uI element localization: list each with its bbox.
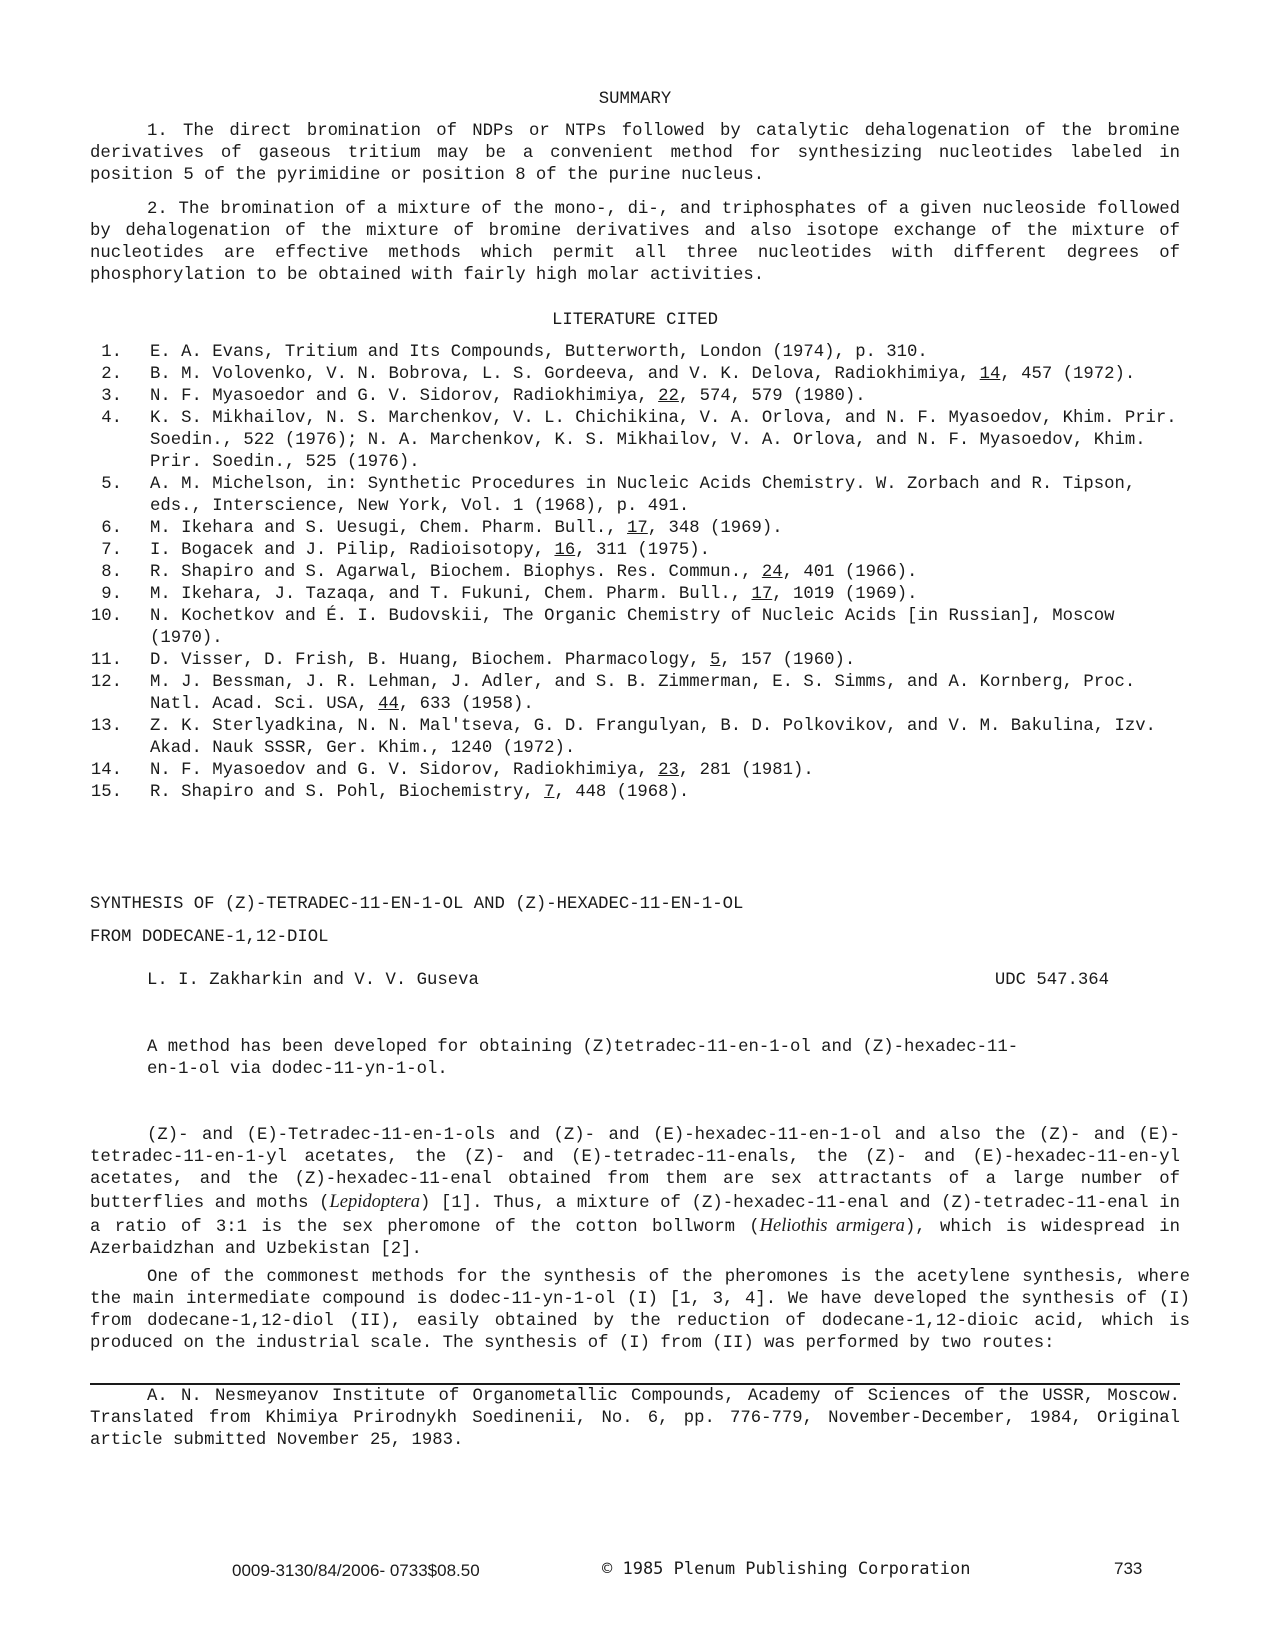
article-authors: L. I. Zakharkin and V. V. Guseva xyxy=(147,971,479,990)
reference-citation: M. Ikehara and S. Uesugi, Chem. Pharm. Bull., xyxy=(150,519,628,538)
copyright: © 1985 Plenum Publishing Corporation xyxy=(602,1559,971,1579)
reference-pages: , 281 (1981). xyxy=(678,761,814,780)
reference-number: 14. xyxy=(90,761,122,780)
reference-number: 2. xyxy=(101,365,122,384)
reference-citation: B. M. Volovenko, V. N. Bobrova, L. S. Gordeeva, and V. K. Delova, Radiokhimiya, xyxy=(150,365,980,384)
reference-list xyxy=(90,342,1180,804)
reference-number: 12. xyxy=(90,673,122,692)
reference-item xyxy=(90,672,1180,716)
reference-item xyxy=(90,606,1180,650)
price-code: 0009-3130/84/2006- 0733$08.50 xyxy=(232,1561,480,1580)
reference-number: 10. xyxy=(90,607,122,626)
reference-volume: 22 xyxy=(658,387,679,406)
reference-item xyxy=(90,760,1180,782)
reference-volume: 14 xyxy=(979,365,1001,384)
article-title-line-2: FROM DODECANE-1,12-DIOL xyxy=(90,928,329,947)
reference-number: 3. xyxy=(101,387,122,406)
reference-citation: E. A. Evans, Tritium and Its Compounds, Butterworth, London (1974), p. 310. xyxy=(150,343,928,362)
body-paragraph-1 xyxy=(90,1125,1180,1261)
reference-text xyxy=(150,518,1180,540)
reference-item xyxy=(90,562,1180,584)
reference-volume: 17 xyxy=(751,585,773,604)
reference-pages: , 1019 (1969). xyxy=(772,585,918,604)
abstract: A method has been developed for obtaining (Z)tetradec-11-en-1-ol and (Z)-hexadec-11-en-1-ol via dodec-11-yn-1-ol. xyxy=(147,1038,1019,1079)
reference-text xyxy=(150,540,1180,562)
reference-text xyxy=(150,474,1180,518)
reference-citation: K. S. Mikhailov, N. S. Marchenkov, V. L. Chichikina, V. A. Orlova, and N. F. Myasoedov, Khim. Prir. Soedin., 522 (1976); N. A. Marchenkov, K. S. Mikhailov, V. A. Orlova, and N. F. Myasoedov, Khim. Prir. Soedin., 525 (1976). xyxy=(150,409,1177,472)
taxon-heliothis: Heliothis armigera xyxy=(759,1216,905,1236)
reference-citation: M. Ikehara, J. Tazaqa, and T. Fukuni, Chem. Pharm. Bull., xyxy=(150,585,752,604)
summary-text-2: 2. The bromination of a mixture of the mono-, di-, and triphosphates of a given nucleoside followed by dehalogenation of the mixture of bromine derivatives and also isotope exchange of the mixture of nucleotides are effective methods which permit all three nucleotides with different degrees of phosphorylation to be obtained with fairly high molar activities. xyxy=(90,200,1180,285)
reference-item xyxy=(90,540,1180,562)
footnote xyxy=(90,1386,1180,1452)
reference-text xyxy=(150,562,1180,584)
reference-number: 4. xyxy=(101,409,122,428)
footnote-rule xyxy=(90,1383,1180,1385)
reference-text xyxy=(150,606,1180,650)
reference-text xyxy=(150,782,1180,804)
reference-pages: , 157 (1960). xyxy=(720,651,856,670)
reference-citation: N. F. Myasoedor and G. V. Sidorov, Radiokhimiya, xyxy=(150,387,659,406)
reference-volume: 17 xyxy=(627,519,648,538)
reference-number: 9. xyxy=(101,585,122,604)
body-p1-text-c: ), which is widespread in Azerbaidzhan and Uzbekistan [2]. xyxy=(90,1218,1181,1259)
udc-code: UDC 547.364 xyxy=(994,971,1109,990)
reference-text xyxy=(150,364,1180,386)
reference-item xyxy=(90,518,1180,540)
reference-citation: A. M. Michelson, in: Synthetic Procedures in Nucleic Acids Chemistry. W. Zorbach and R. Tipson, eds., Interscience, New York, Vol. 1 (1968), p. 491. xyxy=(150,475,1136,516)
reference-number: 7. xyxy=(101,541,122,560)
summary-text-1: 1. The direct bromination of NDPs or NTPs followed by catalytic dehalogenation of the bromine derivatives of gaseous tritium may be a convenient method for synthesizing nucleotides labeled in position 5 of the pyrimidine or position 8 of the purine nucleus. xyxy=(90,122,1180,185)
reference-citation: Z. K. Sterlyadkina, N. N. Mal'tseva, G. D. Frangulyan, B. D. Polkovikov, and V. M. Bakulina, Izv. Akad. Nauk SSSR, Ger. Khim., 1240 (1972). xyxy=(150,717,1156,758)
reference-number: 13. xyxy=(90,717,122,736)
reference-pages: , 348 (1969). xyxy=(647,519,783,538)
reference-citation: R. Shapiro and S. Pohl, Biochemistry, xyxy=(150,783,545,802)
reference-item xyxy=(90,584,1180,606)
reference-volume: 5 xyxy=(710,651,721,670)
reference-citation: M. J. Bessman, J. R. Lehman, J. Adler, and S. B. Zimmerman, E. S. Simms, and A. Kornberg, Proc. Natl. Acad. Sci. USA, xyxy=(150,673,1136,714)
reference-pages: , 574, 579 (1980). xyxy=(678,387,866,406)
reference-text xyxy=(150,386,1180,408)
reference-pages: , 311 (1975). xyxy=(575,541,711,560)
reference-number: 6. xyxy=(101,519,122,538)
reference-item xyxy=(90,386,1180,408)
reference-item xyxy=(90,408,1180,474)
reference-item xyxy=(90,342,1180,364)
summary-paragraph-2 xyxy=(90,199,1180,287)
reference-item xyxy=(90,364,1180,386)
page-number: 733 xyxy=(1114,1559,1143,1578)
body-p1-text-b: ) [1]. Thus, a mixture of (Z)-hexadec-11-enal and (Z)-tetradec-11-enal in a ratio of 3:1 is the sex pheromone of the cotton bollworm ( xyxy=(90,1194,1180,1237)
reference-text xyxy=(150,342,1180,364)
reference-number: 15. xyxy=(90,783,122,802)
reference-volume: 44 xyxy=(378,695,399,714)
reference-citation: N. Kochetkov and É. I. Budovskii, The Organic Chemistry of Nucleic Acids [in Russian], Moscow (1970). xyxy=(150,607,1115,648)
literature-heading: LITERATURE CITED xyxy=(552,311,718,330)
reference-volume: 7 xyxy=(544,783,555,802)
reference-text xyxy=(150,650,1180,672)
reference-text xyxy=(150,584,1180,606)
reference-number: 5. xyxy=(101,475,122,494)
reference-number: 1. xyxy=(101,343,122,362)
reference-citation: N. F. Myasoedov and G. V. Sidorov, Radiokhimiya, xyxy=(150,761,659,780)
reference-citation: I. Bogacek and J. Pilip, Radioisotopy, xyxy=(150,541,555,560)
reference-volume: 24 xyxy=(761,563,783,582)
reference-volume: 23 xyxy=(658,761,679,780)
reference-volume: 16 xyxy=(554,541,576,560)
body-p2-text: One of the commonest methods for the synthesis of the pheromones is the acetylene synthesis, where the main intermediate compound is dodec-11-yn-1-ol (I) [1, 3, 4]. We have developed the synthesis of (I) from dodecane-1,12-diol (II), easily obtained by the reduction of dodecane-1,12-dioic acid, which is produced on the industrial scale. The synthesis of (I) from (II) was performed by two routes: xyxy=(90,1268,1190,1353)
summary-paragraph-1 xyxy=(90,121,1180,187)
body-paragraph-2 xyxy=(90,1267,1190,1355)
reference-pages: , 633 (1958). xyxy=(398,695,534,714)
reference-pages: , 457 (1972). xyxy=(1000,365,1136,384)
reference-citation: R. Shapiro and S. Agarwal, Biochem. Biophys. Res. Commun., xyxy=(150,563,762,582)
reference-item xyxy=(90,716,1180,760)
footnote-text: A. N. Nesmeyanov Institute of Organometallic Compounds, Academy of Sciences of the USSR, Moscow. Translated from Khimiya Prirodnykh Soedinenii, No. 6, pp. 776-779, November-December, 1984, Original article submitted November 25, 1983. xyxy=(90,1387,1180,1450)
summary-heading: SUMMARY xyxy=(598,90,672,109)
reference-pages: , 448 (1968). xyxy=(554,783,690,802)
reference-text xyxy=(150,716,1180,760)
reference-number: 8. xyxy=(101,563,122,582)
reference-number: 11. xyxy=(90,651,122,670)
body-p1-text-a: (Z)- and (E)-Tetradec-11-en-1-ols and (Z)- and (E)-hexadec-11-en-1-ol and also the (Z)- and (E)-tetradec-11-en-1-yl acetates, the (Z)- and (E)-tetradec-11-enals, the (Z)- and (E)-hexadec-11-en-yl acetates, and the (Z)-hexadec-11-enal obtained from them are sex attractants of a large number of butterflies and moths ( xyxy=(90,1126,1180,1213)
reference-item xyxy=(90,650,1180,672)
reference-item xyxy=(90,474,1180,518)
reference-text xyxy=(150,760,1180,782)
reference-citation: D. Visser, D. Frish, B. Huang, Biochem. Pharmacology, xyxy=(150,651,711,670)
reference-item xyxy=(90,782,1180,804)
reference-text xyxy=(150,672,1180,716)
taxon-lepidoptera: Lepidoptera xyxy=(329,1192,420,1212)
reference-text xyxy=(150,408,1180,474)
article-title-line-1: SYNTHESIS OF (Z)-TETRADEC-11-EN-1-OL AND (Z)-HEXADEC-11-EN-1-OL xyxy=(90,895,744,914)
reference-pages: , 401 (1966). xyxy=(782,563,918,582)
